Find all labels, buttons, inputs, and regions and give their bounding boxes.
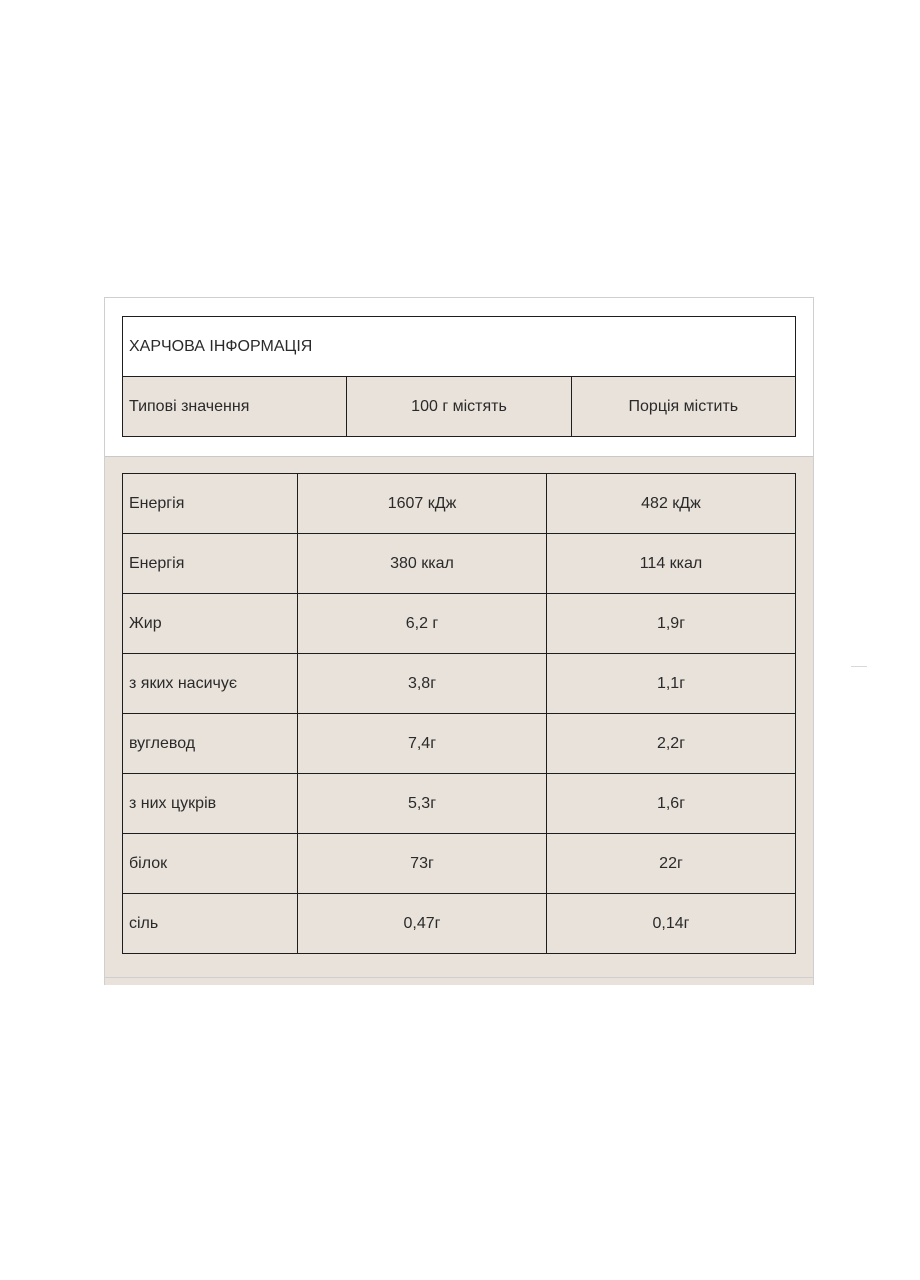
value-per-portion: 2,2г	[547, 714, 796, 774]
nutrition-values-table	[122, 473, 796, 954]
table-row	[123, 714, 796, 774]
table-row	[123, 894, 796, 954]
value-per-portion: 482 кДж	[547, 474, 796, 534]
value-per-portion: 0,14г	[547, 894, 796, 954]
nutrient-name: з них цукрів	[123, 774, 298, 834]
column-header-typical-values: Типові значення	[123, 377, 347, 437]
column-header-row	[123, 377, 796, 437]
value-per-100g: 5,3г	[298, 774, 547, 834]
value-per-100g: 7,4г	[298, 714, 547, 774]
table-row	[123, 474, 796, 534]
table-row	[123, 834, 796, 894]
table-row	[123, 774, 796, 834]
value-per-portion: 1,9г	[547, 594, 796, 654]
value-per-100g: 0,47г	[298, 894, 547, 954]
value-per-100g: 1607 кДж	[298, 474, 547, 534]
value-per-100g: 73г	[298, 834, 547, 894]
table-row	[123, 654, 796, 714]
value-per-portion: 1,6г	[547, 774, 796, 834]
value-per-portion: 22г	[547, 834, 796, 894]
value-per-100g: 6,2 г	[298, 594, 547, 654]
value-per-portion: 114 ккал	[547, 534, 796, 594]
nutrition-panel	[104, 297, 814, 985]
column-header-per-portion: Порція містить	[571, 377, 795, 437]
value-per-100g: 3,8г	[298, 654, 547, 714]
nutrient-name: Енергія	[123, 474, 298, 534]
table-row	[123, 534, 796, 594]
table-row	[123, 594, 796, 654]
decorative-dash	[851, 666, 867, 667]
nutrient-name: білок	[123, 834, 298, 894]
table-title: ХАРЧОВА ІНФОРМАЦІЯ	[123, 317, 796, 377]
value-per-100g: 380 ккал	[298, 534, 547, 594]
nutrient-name: вуглевод	[123, 714, 298, 774]
nutrition-header-table	[122, 316, 796, 437]
nutrient-name: Енергія	[123, 534, 298, 594]
value-per-portion: 1,1г	[547, 654, 796, 714]
nutrient-name: Жир	[123, 594, 298, 654]
nutrient-name: сіль	[123, 894, 298, 954]
nutrient-name: з яких насичує	[123, 654, 298, 714]
divider	[105, 977, 813, 978]
title-row	[123, 317, 796, 377]
column-header-per-100g: 100 г містять	[347, 377, 571, 437]
